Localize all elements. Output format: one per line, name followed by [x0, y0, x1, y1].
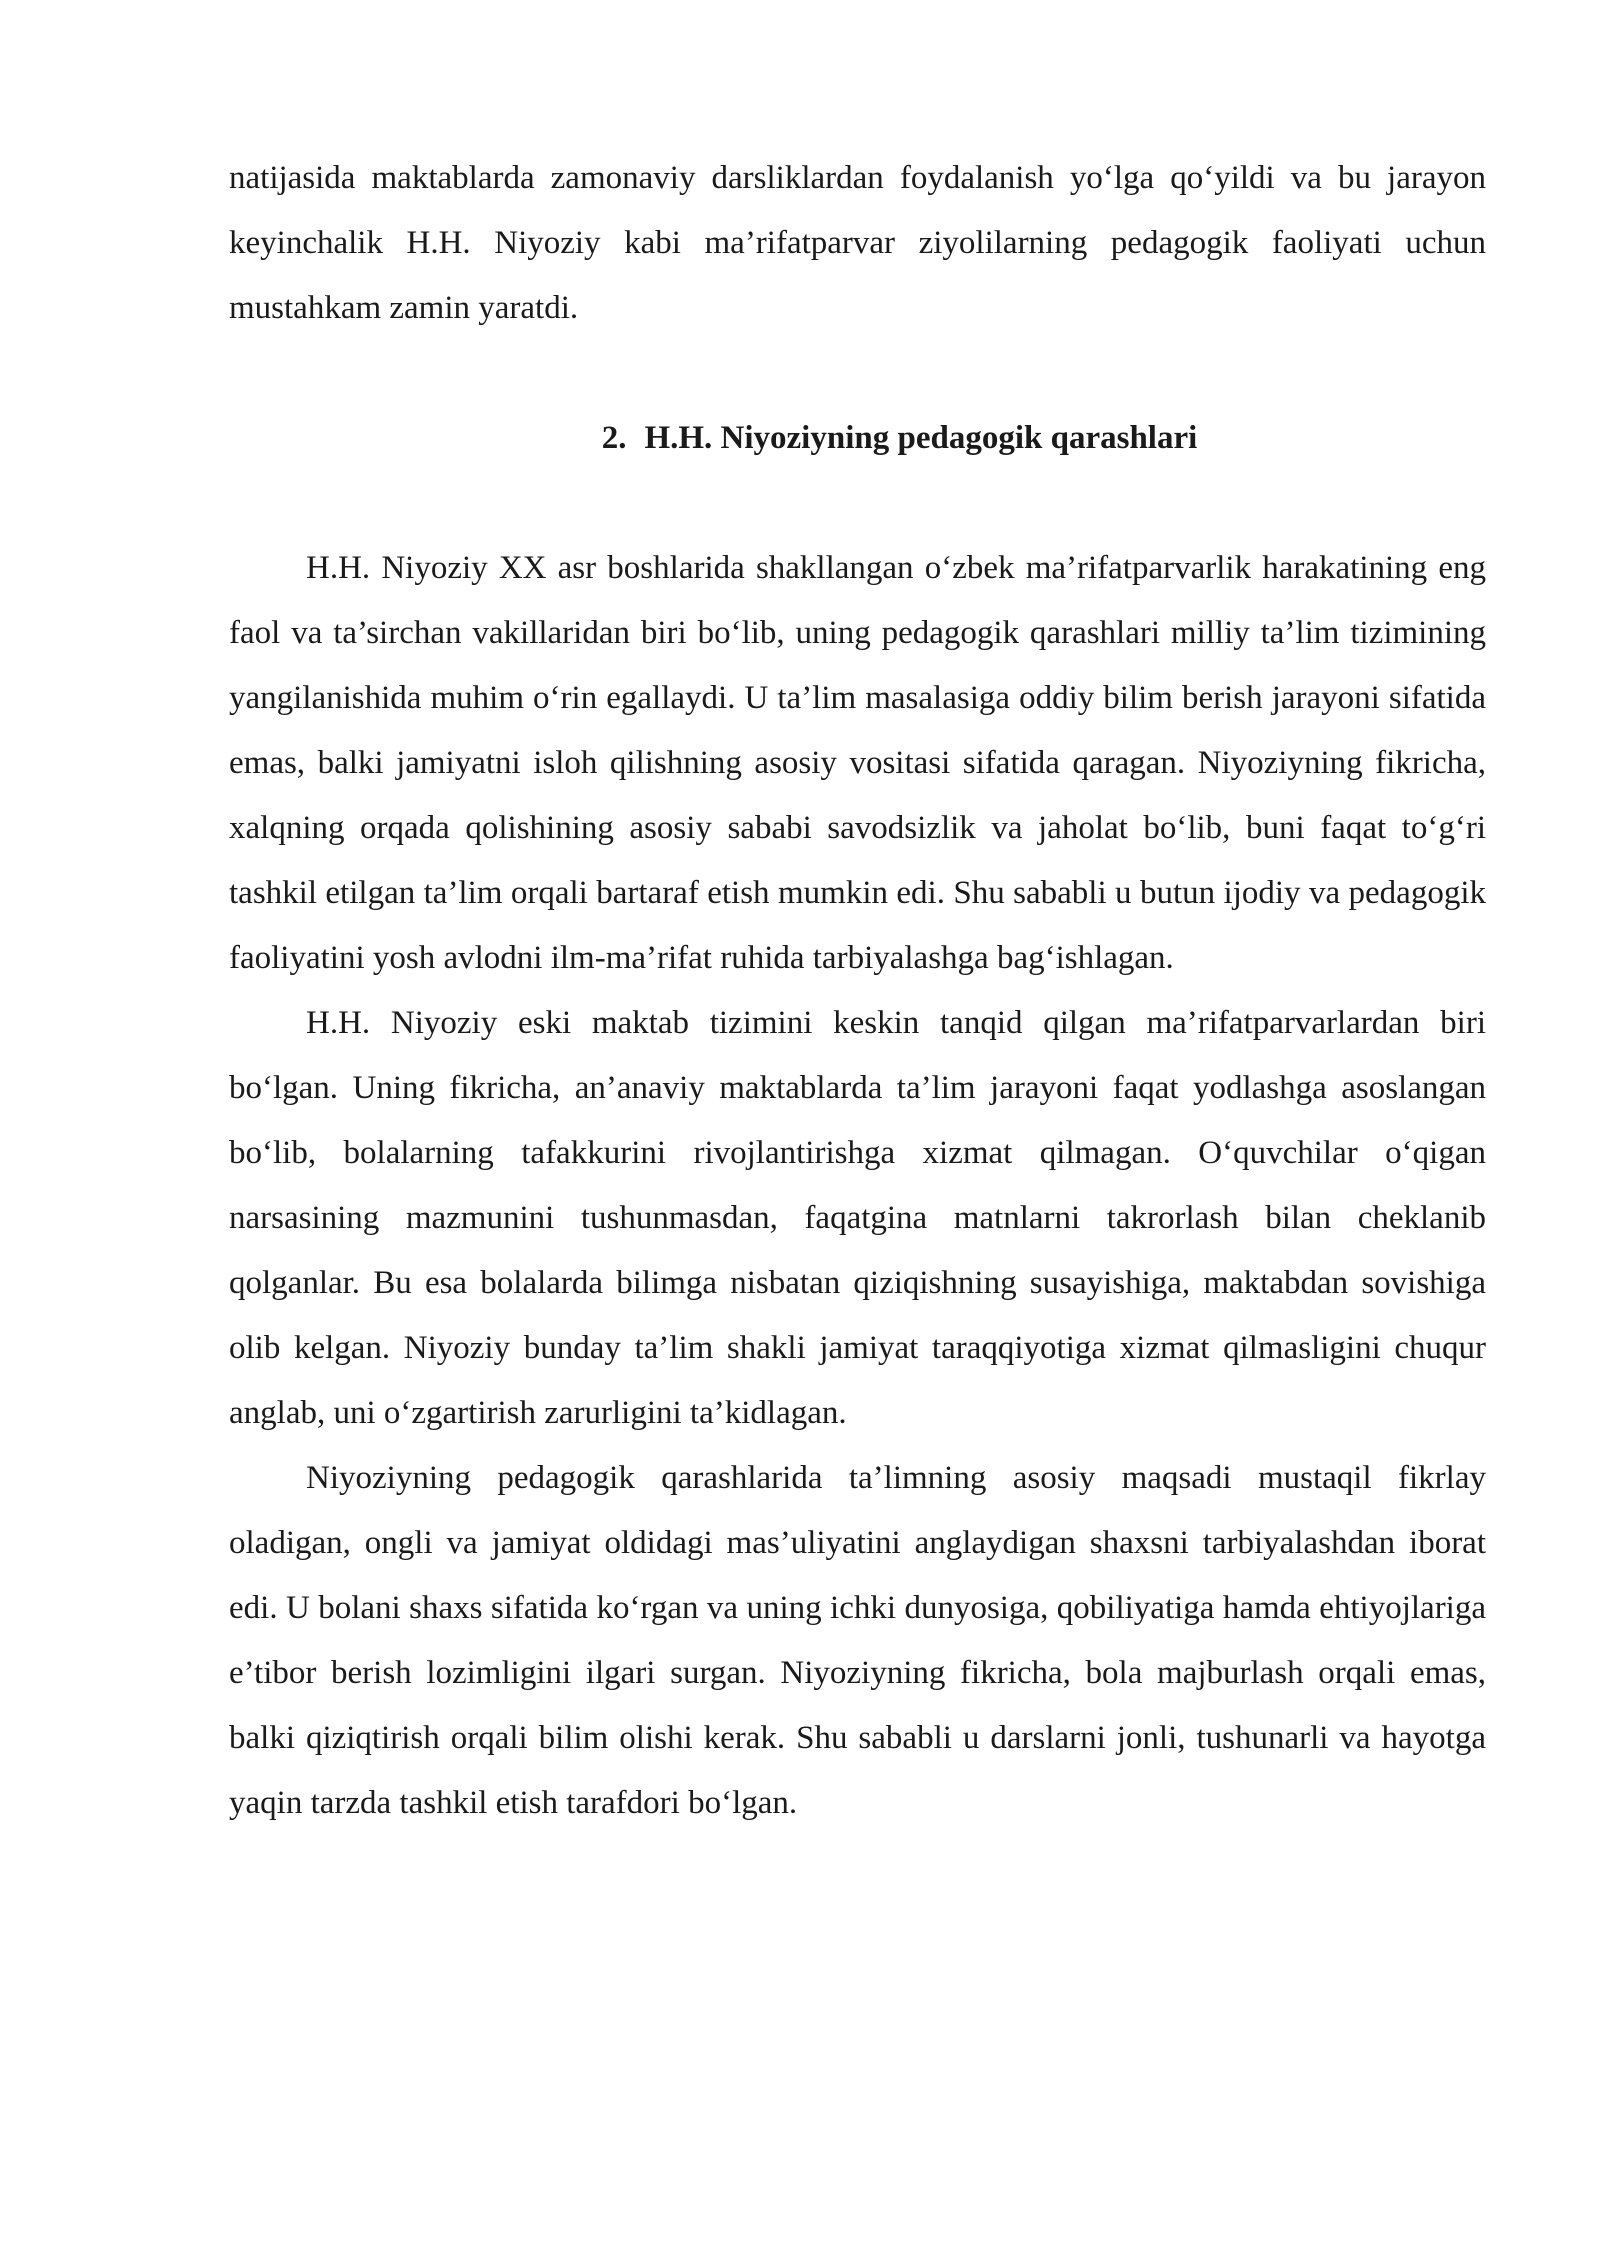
page-body [229, 146, 1486, 1836]
body-paragraph-3: Niyoziyning pedagogik qarashlarida ta’limning asosiy maqsadi mustaqil fikrlay oladigan, ongli va jamiyat oldidagi mas’uliyatini anglaydigan shaxsni tarbiyalashdan iborat edi. U bolani shaxs sifatida ko‘rgan va uning ichki dunyosiga, qobiliyatiga hamda ehtiyojlariga e’tibor berish lozimligini ilgari surgan. Niyoziyning fikricha, bola majburlash orqali emas, balki qiziqtirish orqali bilim olishi kerak. Shu sababli u darslarni jonli, tushunarli va hayotga yaqin tarzda tashkil etish tarafdori bo‘lgan. [229, 1460, 1486, 1821]
body-paragraph-2: H.H. Niyoziy eski maktab tizimini keskin tanqid qilgan ma’rifatparvarlardan biri bo‘lgan. Uning fikricha, an’anaviy maktablarda ta’lim jarayoni faqat yodlashga asoslangan bo‘lib, bolalarning tafakkurini rivojlantirishga xizmat qilmagan. O‘quvchilar o‘qigan narsasining mazmunini tushunmasdan, faqatgina matnlarni takrorlash bilan cheklanib qolganlar. Bu esa bolalarda bilimga nisbatan qiziqishning susayishiga, maktabdan sovishiga olib kelgan. Niyoziy bunday ta’lim shakli jamiyat taraqqiyotiga xizmat qilmasligini chuqur anglab, uni o‘zgartirish zarurligini ta’kidlagan. [229, 1005, 1486, 1431]
section-heading-line [229, 406, 1486, 471]
body-paragraph-1: H.H. Niyoziy XX asr boshlarida shakllangan o‘zbek ma’rifatparvarlik harakatining eng faol va ta’sirchan vakillaridan biri bo‘lib, uning pedagogik qarashlari milliy ta’lim tizimining yangilanishida muhim o‘rin egallaydi. U ta’lim masalasiga oddiy bilim berish jarayoni sifatida emas, balki jamiyatni isloh qilishning asosiy vositasi sifatida qaragan. Niyoziyning fikricha, xalqning orqada qolishining asosiy sababi savodsizlik va jaholat bo‘lib, buni faqat to‘g‘ri tashkil etilgan ta’lim orqali bartaraf etish mumkin edi. Shu sababli u butun ijodiy va pedagogik faoliyatini yosh avlodni ilm-ma’rifat ruhida tarbiyalashga bag‘ishlagan. [229, 550, 1486, 976]
section-heading [229, 406, 1486, 471]
section-title: H.H. Niyoziyning pedagogik qarashlari [644, 420, 1198, 456]
section-number: 2. [601, 420, 627, 456]
continuation-paragraph: natijasida maktablarda zamonaviy darsliklardan foydalanish yo‘lga qo‘yildi va bu jarayon keyinchalik H.H. Niyoziy kabi ma’rifatparvar ziyolilarning pedagogik faoliyati uchun mustahkam zamin yaratdi. [229, 160, 1486, 326]
